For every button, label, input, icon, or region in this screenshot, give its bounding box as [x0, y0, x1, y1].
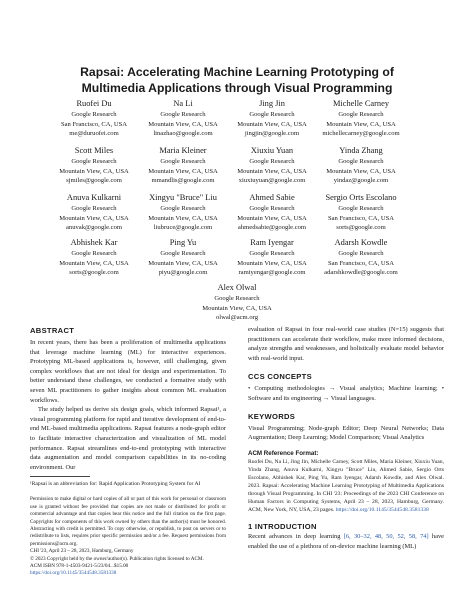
author-email[interactable]: olwal@acm.org [215, 314, 259, 322]
author-location: Mountain View, CA, USA [148, 120, 218, 128]
author-name: Adarsh Kowdle [334, 238, 388, 247]
author-email[interactable]: sjmiles@google.com [66, 177, 122, 185]
author-email[interactable]: xiuxiuyuan@google.com [238, 177, 306, 185]
author-name: Jing Jin [259, 99, 285, 108]
permission-notice: Permission to make digital or hard copies of all or part of this work for personal or classroom use is granted without fee provided that copies are not made or distributed for profit or commercial advantage and that copies bear this notice and the full citation on the first page. Copyrights for components of this work owned by others than the author(s) must be honored. Abstracting with credit is permitted. To copy otherwise, or republish, to post on servers or to redistribute to lists, requires prior specific permission and/or a fee. Request permissions from permissions@acm.org. [30, 496, 226, 547]
author-affiliation: Google Research [338, 111, 384, 118]
author-entry [181, 282, 293, 323]
author-affiliation: Google Research [338, 205, 384, 212]
abstract-paragraph-2: The study helped us derive six design goals, which informed Rapsai¹, a visual programming platform for rapid and iterative development of end-to-end ML-based multimedia applications. Rapsai features a node-graph editor to facilitate interactive characterization and visualization of ML model performance. Rapsai streamlines end-to-end prototyping with interactive data augmentation and model comparison capabilities in its no-coding environment. Our [30, 406, 226, 471]
author-name: Xingyu "Bruce" Liu [149, 193, 217, 202]
author-affiliation: Google Research [338, 158, 384, 165]
author-affiliation: Google Research [71, 111, 117, 118]
abstract-paragraph-1: In recent years, there has been a proliferation of multimedia applications that leverage machine learning (ML) for interactive experiences. Prototyping ML-based applications is, however, still challenging, given complex workflows that are not ideal for design and experimentation. To better understand these challenges, we conducted a formative study with seven ML practitioners to gather insights about common ML evaluation workflows. [30, 339, 226, 404]
reference-doi-link[interactable]: https://doi.org/10.1145/3544548.3581338 [335, 507, 429, 514]
author-email[interactable]: sorts@google.com [69, 269, 119, 277]
author-email[interactable]: ramiyengar@google.com [238, 269, 306, 277]
author-name: Anuva Kulkarni [66, 193, 122, 202]
reference-format-body [248, 458, 444, 514]
intro-text-start: Recent advances in deep learning [248, 532, 341, 540]
author-email[interactable]: adarshkowdle@google.com [324, 269, 398, 277]
author-name: Scott Miles [74, 146, 114, 155]
author-name: Alex Olwal [217, 283, 257, 292]
footnote: ¹Rapsai is an abbreviation for: Rapid Application Prototyping System for AI [30, 481, 201, 488]
author-location: Mountain View, CA, USA [237, 120, 307, 128]
author-location: San Francisco, CA, USA [60, 120, 128, 128]
author-email[interactable]: liubruce@google.com [153, 224, 213, 232]
author-name: Na Li [173, 99, 193, 108]
author-email[interactable]: me@duruofei.com [69, 130, 119, 138]
reference-text: Ruofei Du, Na Li, Jing Jin, Michelle Carney, Scott Miles, Maria Kleiner, Xiuxiu Yuan, Yinda Zhang, Anuva Kulkarni, Xingyu "Bruce" Liu, Ahmed Sabie, Sergio Orts Escolano, Abhishek Kar, Ping Yu, Ram Iyengar, Adarsh Kowdle, and Alex Olwal. 2023. Rapsai: Accelerating Machine Learning Prototyping of Multimedia Applications through Visual Programming. In CHI '23: Proceedings of the 2023 CHI Conference on Human Factors in Computing Systems, April 23 – 28, 2023, Hamburg, Germany. ACM, New York, NY, USA, 23 pages. [248, 459, 444, 514]
right-column [248, 325, 444, 551]
author-email[interactable]: piyu@google.com [158, 269, 208, 277]
author-affiliation: Google Research [71, 250, 117, 257]
author-affiliation: Google Research [160, 111, 206, 118]
intro-text-end: have enabled the use of a plethora of on-device machine learning (ML) [248, 532, 444, 550]
author-location: Mountain View, CA, USA [326, 120, 396, 128]
author-name: Sergio Orts Escolano [325, 193, 397, 202]
author-location: Mountain View, CA, USA [326, 167, 396, 175]
author-affiliation: Google Research [249, 158, 295, 165]
title-line-2: Multimedia Applications through Visual Programming [81, 81, 393, 95]
author-email[interactable]: jingjin@google.com [244, 130, 300, 138]
author-name: Maria Kleiner [159, 146, 207, 155]
title-line-1: Rapsai: Accelerating Machine Learning Prototyping of [80, 65, 394, 79]
author-location: Mountain View, CA, USA [237, 214, 307, 222]
author-location: Mountain View, CA, USA [148, 214, 218, 222]
author-name: Ruofei Du [76, 99, 112, 108]
author-affiliation: Google Research [71, 158, 117, 165]
abstract-continuation: evaluation of Rapsai in four real-world case studies (N=15) suggests that practitioners can accelerate their workflow, make more informed decisions, analyze strengths and weaknesses, and holistically evaluate model behavior with real-world input. [248, 326, 444, 362]
abstract-heading: ABSTRACT [30, 326, 75, 335]
author-name: Michelle Carney [332, 99, 390, 108]
ccs-concepts: • Computing methodologies → Visual analytics; Machine learning; • Software and its engineering → Visual languages. [248, 385, 444, 402]
ccs-heading: CCS CONCEPTS [248, 372, 312, 382]
author-email[interactable]: michellecarney@google.com [322, 130, 400, 138]
paper-title [30, 64, 444, 96]
conference-line: CHI '23, April 23 – 28, 2023, Hamburg, Germany [30, 548, 134, 555]
author-email[interactable]: sorts@google.com [336, 224, 386, 232]
author-affiliation: Google Research [249, 205, 295, 212]
author-affiliation: Google Research [71, 205, 117, 212]
author-name: Ahmed Sabie [249, 193, 295, 202]
author-location: San Francisco, CA, USA [327, 259, 395, 267]
author-affiliation: Google Research [338, 250, 384, 257]
introduction-paragraph [248, 532, 444, 551]
author-affiliation: Google Research [160, 205, 206, 212]
author-affiliation: Google Research [249, 250, 295, 257]
author-entry [305, 192, 417, 233]
doi-link[interactable]: https://doi.org/10.1145/3544548.3581338 [30, 570, 117, 577]
author-affiliation: Google Research [249, 111, 295, 118]
author-entry [305, 98, 417, 139]
left-column [30, 325, 226, 578]
author-entry [305, 145, 417, 186]
reference-format-heading: ACM Reference Format: [248, 449, 319, 457]
author-affiliation: Google Research [160, 158, 206, 165]
keywords-heading: KEYWORDS [248, 411, 296, 421]
author-location: San Francisco, CA, USA [327, 214, 395, 222]
footnote-rule [30, 476, 90, 477]
author-name: Ram Iyengar [250, 238, 294, 247]
keywords-list: Visual Programming; Node-graph Editor; Deep Neural Networks; Data Augmentation; Deep Learning; Model Comparison; Visual Analytics [248, 424, 444, 442]
author-affiliation: Google Research [214, 295, 260, 302]
intro-citations[interactable]: [6, 30–32, 48, 50, 52, 58, 74] [343, 532, 429, 540]
author-location: Mountain View, CA, USA [59, 167, 129, 175]
author-location: Mountain View, CA, USA [237, 259, 307, 267]
author-location: Mountain View, CA, USA [202, 304, 272, 312]
author-email[interactable]: linazhao@google.com [153, 130, 213, 138]
author-email[interactable]: yindaz@google.com [333, 177, 389, 185]
author-name: Xiuxiu Yuan [250, 146, 294, 155]
author-email[interactable]: ahmedsabie@google.com [237, 224, 307, 232]
author-email[interactable]: anuvak@google.com [65, 224, 123, 232]
author-location: Mountain View, CA, USA [59, 259, 129, 267]
author-location: Mountain View, CA, USA [237, 167, 307, 175]
author-name: Ping Yu [169, 238, 197, 247]
copyright-line: © 2023 Copyright held by the owner/author(s). Publication rights licensed to ACM. [30, 555, 204, 562]
author-entry [305, 237, 417, 278]
isbn-line: ACM ISBN 978-1-4503-9421-5/23/04...$15.00 [30, 562, 129, 569]
author-location: Mountain View, CA, USA [148, 259, 218, 267]
author-location: Mountain View, CA, USA [148, 167, 218, 175]
author-name: Yinda Zhang [339, 146, 383, 155]
author-affiliation: Google Research [160, 250, 206, 257]
author-name: Abhishek Kar [70, 238, 118, 247]
author-email[interactable]: mmandlis@google.com [151, 177, 215, 185]
author-location: Mountain View, CA, USA [59, 214, 129, 222]
introduction-heading: 1 INTRODUCTION [248, 522, 317, 532]
